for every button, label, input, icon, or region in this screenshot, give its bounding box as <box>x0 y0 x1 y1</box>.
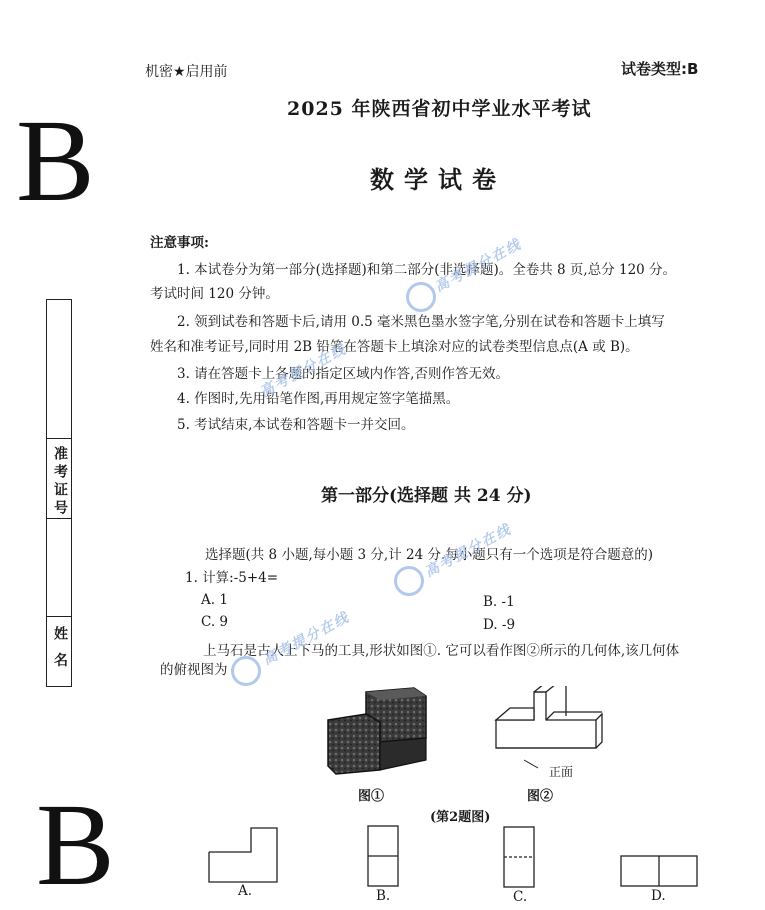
watermark-logo-icon <box>231 656 261 686</box>
q1-option-a[interactable]: A. 1 <box>201 592 228 608</box>
q2-option-d[interactable]: D. <box>651 888 666 904</box>
notice-item: 1. 本试卷分为第一部分(选择题)和第二部分(非选择题)。全卷共 8 页,总分 120 分。 <box>177 262 677 278</box>
confidential-label: 机密★启用前 <box>145 64 228 80</box>
figure-caption: (第2题图) <box>430 810 491 825</box>
front-view-label: 正面 <box>549 765 574 779</box>
part1-title: 第一部分(选择题 共 24 分) <box>321 486 532 506</box>
q1-option-d[interactable]: D. -9 <box>483 617 516 633</box>
q2-option-d-shape[interactable] <box>620 855 698 887</box>
watermark-text: 高考提分在线 <box>257 341 350 401</box>
paper-type-letter-bottom: B <box>36 779 115 910</box>
name-label: 姓 名 <box>52 626 68 671</box>
watermark-logo-icon <box>406 282 436 312</box>
notice-item: 5. 考试结束,本试卷和答题卡一并交回。 <box>177 417 415 433</box>
figure1-label: 图① <box>358 789 385 804</box>
watermark-logo-icon <box>394 566 424 596</box>
q1-option-b[interactable]: B. -1 <box>483 594 515 610</box>
notice-item: 考试时间 120 分钟。 <box>150 286 279 302</box>
q1-stem: 1. 计算:-5+4= <box>185 570 279 586</box>
q2-option-c-shape[interactable] <box>503 826 535 888</box>
exam-title: 2025 年陕西省初中学业水平考试 <box>287 98 592 120</box>
q2-stem-line2: 的俯视图为 <box>160 662 228 678</box>
paper-type-label: 试卷类型:B <box>621 60 699 78</box>
notice-item: 3. 请在答题卡上各题的指定区域内作答,否则作答无效。 <box>177 366 509 382</box>
q2-option-b-shape[interactable] <box>367 825 399 887</box>
watermark-text: 高考提分在线 <box>260 609 353 669</box>
candidate-info-box <box>46 299 72 687</box>
q2-option-a-shape[interactable] <box>207 826 279 884</box>
watermark-text: 高考提分在线 <box>422 521 515 581</box>
q2-option-a[interactable]: A. <box>238 883 253 899</box>
paper-type-letter-top: B <box>16 95 95 226</box>
notice-heading: 注意事项: <box>150 235 209 251</box>
q2-option-c[interactable]: C. <box>513 889 528 905</box>
exam-number-label: 准考证号 <box>52 446 68 518</box>
notice-item: 4. 作图时,先用铅笔作图,再用规定签字笔描黑。 <box>177 391 460 407</box>
watermark-text: 高考提分在线 <box>432 236 525 296</box>
figure2-label: 图② <box>527 789 554 804</box>
figure2-solid <box>494 686 604 770</box>
notice-item: 2. 领到试卷和答题卡后,请用 0.5 毫米黑色墨水签字笔,分别在试卷和答题卡上填写 <box>177 314 665 330</box>
figure1-photo <box>322 686 434 776</box>
q2-option-b[interactable]: B. <box>376 888 391 904</box>
subject-title: 数学试卷 <box>370 165 506 194</box>
part1-instruction: 选择题(共 8 小题,每小题 3 分,计 24 分.每小题只有一个选项是符合题意的) <box>205 547 654 563</box>
notice-item: 姓名和准考证号,同时用 2B 铅笔在答题卡上填涂对应的试卷类型信息点(A 或 B)。 <box>150 339 639 355</box>
q1-option-c[interactable]: C. 9 <box>201 614 229 630</box>
q2-stem-line1: 上马石是古人上下马的工具,形状如图①. 它可以看作图②所示的几何体,该几何体 <box>203 643 680 659</box>
